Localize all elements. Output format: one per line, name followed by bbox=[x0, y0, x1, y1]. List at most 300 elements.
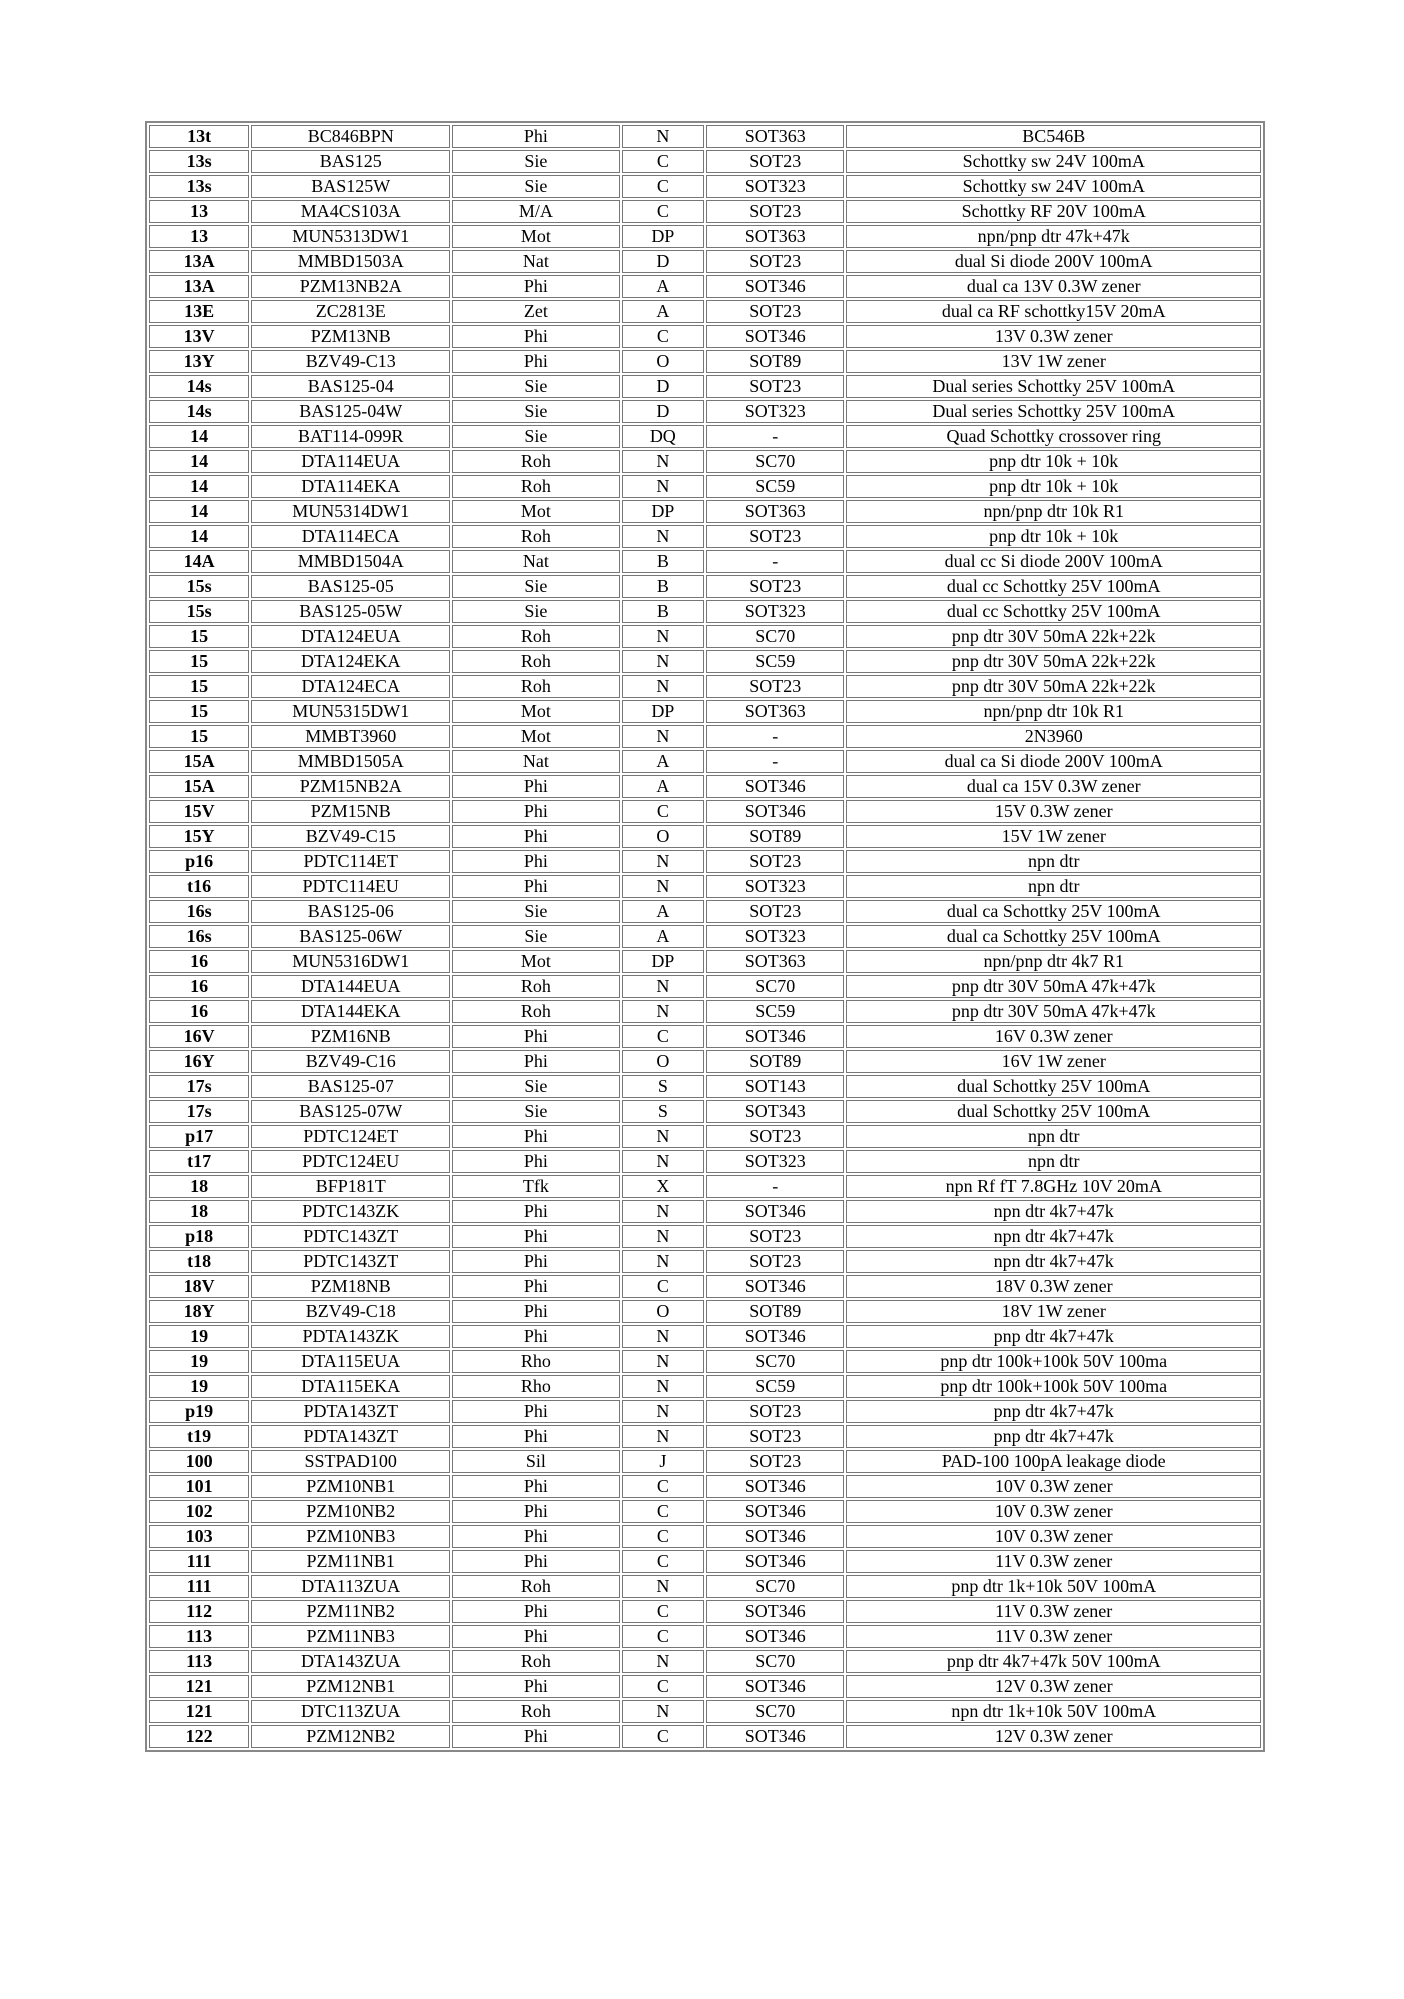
base-cell: N bbox=[622, 450, 704, 473]
table-row bbox=[149, 1600, 1261, 1623]
table-row bbox=[149, 625, 1261, 648]
description-cell: dual ca Schottky 25V 100mA bbox=[846, 925, 1261, 948]
smd-code-cell: 15s bbox=[149, 575, 249, 598]
package-cell: SOT23 bbox=[706, 1125, 845, 1148]
description-cell: dual Schottky 25V 100mA bbox=[846, 1100, 1261, 1123]
table-row bbox=[149, 1350, 1261, 1373]
manufacturer-cell: Phi bbox=[452, 1425, 620, 1448]
smd-code-cell: 112 bbox=[149, 1600, 249, 1623]
package-cell: - bbox=[706, 1175, 845, 1198]
part-number-cell: PDTA143ZT bbox=[251, 1425, 450, 1448]
smd-code-cell: 13s bbox=[149, 150, 249, 173]
package-cell: SOT23 bbox=[706, 1250, 845, 1273]
part-number-cell: DTA114EUA bbox=[251, 450, 450, 473]
manufacturer-cell: Phi bbox=[452, 350, 620, 373]
base-cell: N bbox=[622, 850, 704, 873]
base-cell: C bbox=[622, 1025, 704, 1048]
base-cell: N bbox=[622, 1150, 704, 1173]
part-number-cell: BAS125-04 bbox=[251, 375, 450, 398]
package-cell: SOT23 bbox=[706, 900, 845, 923]
base-cell: C bbox=[622, 1475, 704, 1498]
base-cell: N bbox=[622, 525, 704, 548]
smd-code-cell: p18 bbox=[149, 1225, 249, 1248]
part-number-cell: PDTC124ET bbox=[251, 1125, 450, 1148]
package-cell: SOT89 bbox=[706, 1300, 845, 1323]
table-row bbox=[149, 1175, 1261, 1198]
table-row bbox=[149, 950, 1261, 973]
smd-code-cell: 14 bbox=[149, 450, 249, 473]
table-row bbox=[149, 1150, 1261, 1173]
manufacturer-cell: Nat bbox=[452, 750, 620, 773]
table-row bbox=[149, 1300, 1261, 1323]
smd-code-cell: t17 bbox=[149, 1150, 249, 1173]
manufacturer-cell: Roh bbox=[452, 1700, 620, 1723]
table-row bbox=[149, 825, 1261, 848]
package-cell: SOT23 bbox=[706, 575, 845, 598]
smd-code-cell: 19 bbox=[149, 1325, 249, 1348]
package-cell: SOT323 bbox=[706, 175, 845, 198]
description-cell: pnp dtr 100k+100k 50V 100ma bbox=[846, 1350, 1261, 1373]
table-row bbox=[149, 475, 1261, 498]
manufacturer-cell: Phi bbox=[452, 1300, 620, 1323]
table-row bbox=[149, 1225, 1261, 1248]
manufacturer-cell: Sie bbox=[452, 150, 620, 173]
description-cell: 2N3960 bbox=[846, 725, 1261, 748]
description-cell: pnp dtr 4k7+47k bbox=[846, 1425, 1261, 1448]
smd-code-cell: 113 bbox=[149, 1650, 249, 1673]
part-number-cell: BAS125-05 bbox=[251, 575, 450, 598]
table-row bbox=[149, 675, 1261, 698]
manufacturer-cell: Phi bbox=[452, 1250, 620, 1273]
manufacturer-cell: Phi bbox=[452, 1025, 620, 1048]
base-cell: B bbox=[622, 575, 704, 598]
base-cell: O bbox=[622, 825, 704, 848]
table-row bbox=[149, 775, 1261, 798]
smd-code-cell: 13 bbox=[149, 200, 249, 223]
part-number-cell: PDTC114ET bbox=[251, 850, 450, 873]
package-cell: SOT346 bbox=[706, 1600, 845, 1623]
manufacturer-cell: Sie bbox=[452, 925, 620, 948]
base-cell: C bbox=[622, 1525, 704, 1548]
base-cell: N bbox=[622, 1575, 704, 1598]
base-cell: A bbox=[622, 775, 704, 798]
smd-code-cell: 16Y bbox=[149, 1050, 249, 1073]
package-cell: SOT23 bbox=[706, 375, 845, 398]
manufacturer-cell: Phi bbox=[452, 825, 620, 848]
base-cell: C bbox=[622, 1500, 704, 1523]
base-cell: C bbox=[622, 200, 704, 223]
base-cell: N bbox=[622, 675, 704, 698]
package-cell: SC59 bbox=[706, 650, 845, 673]
table-row bbox=[149, 550, 1261, 573]
smd-code-cell: 17s bbox=[149, 1075, 249, 1098]
table-row bbox=[149, 850, 1261, 873]
part-number-cell: DTA124EKA bbox=[251, 650, 450, 673]
table-row bbox=[149, 1550, 1261, 1573]
smd-code-cell: 16 bbox=[149, 1000, 249, 1023]
part-number-cell: DTA144EUA bbox=[251, 975, 450, 998]
description-cell: npn dtr bbox=[846, 1150, 1261, 1173]
package-cell: SOT346 bbox=[706, 1025, 845, 1048]
base-cell: A bbox=[622, 750, 704, 773]
table-body bbox=[149, 125, 1261, 1748]
base-cell: A bbox=[622, 925, 704, 948]
smd-code-cell: p19 bbox=[149, 1400, 249, 1423]
package-cell: SOT346 bbox=[706, 1625, 845, 1648]
package-cell: SOT23 bbox=[706, 525, 845, 548]
base-cell: DP bbox=[622, 700, 704, 723]
part-number-cell: DTA144EKA bbox=[251, 1000, 450, 1023]
smd-code-cell: 14 bbox=[149, 500, 249, 523]
manufacturer-cell: Phi bbox=[452, 1150, 620, 1173]
table-row bbox=[149, 1500, 1261, 1523]
manufacturer-cell: Sie bbox=[452, 1100, 620, 1123]
description-cell: Quad Schottky crossover ring bbox=[846, 425, 1261, 448]
table-row bbox=[149, 375, 1261, 398]
smd-code-cell: 13 bbox=[149, 225, 249, 248]
smd-code-cell: 13t bbox=[149, 125, 249, 148]
base-cell: N bbox=[622, 1350, 704, 1373]
base-cell: C bbox=[622, 1600, 704, 1623]
table-row bbox=[149, 225, 1261, 248]
part-number-cell: MUN5315DW1 bbox=[251, 700, 450, 723]
manufacturer-cell: Phi bbox=[452, 1525, 620, 1548]
table-row bbox=[149, 500, 1261, 523]
smd-code-cell: 15V bbox=[149, 800, 249, 823]
base-cell: N bbox=[622, 125, 704, 148]
description-cell: npn dtr bbox=[846, 1125, 1261, 1148]
description-cell: pnp dtr 10k + 10k bbox=[846, 450, 1261, 473]
base-cell: DP bbox=[622, 225, 704, 248]
base-cell: O bbox=[622, 1050, 704, 1073]
base-cell: N bbox=[622, 875, 704, 898]
table-row bbox=[149, 1050, 1261, 1073]
table-row bbox=[149, 200, 1261, 223]
part-number-cell: ZC2813E bbox=[251, 300, 450, 323]
package-cell: SC70 bbox=[706, 1350, 845, 1373]
part-number-cell: MUN5313DW1 bbox=[251, 225, 450, 248]
table-row bbox=[149, 925, 1261, 948]
package-cell: SOT89 bbox=[706, 350, 845, 373]
description-cell: dual ca Si diode 200V 100mA bbox=[846, 750, 1261, 773]
table-row bbox=[149, 1100, 1261, 1123]
part-number-cell: DTA114EKA bbox=[251, 475, 450, 498]
table-row bbox=[149, 600, 1261, 623]
table-row bbox=[149, 900, 1261, 923]
part-number-cell: PZM15NB bbox=[251, 800, 450, 823]
base-cell: N bbox=[622, 1250, 704, 1273]
part-number-cell: BAS125W bbox=[251, 175, 450, 198]
base-cell: C bbox=[622, 1275, 704, 1298]
base-cell: N bbox=[622, 1225, 704, 1248]
part-number-cell: DTA113ZUA bbox=[251, 1575, 450, 1598]
package-cell: SOT343 bbox=[706, 1100, 845, 1123]
package-cell: SOT346 bbox=[706, 325, 845, 348]
smd-code-cell: 14 bbox=[149, 475, 249, 498]
smd-code-cell: 14A bbox=[149, 550, 249, 573]
part-number-cell: DTA143ZUA bbox=[251, 1650, 450, 1673]
table-row bbox=[149, 250, 1261, 273]
manufacturer-cell: Phi bbox=[452, 1550, 620, 1573]
base-cell: X bbox=[622, 1175, 704, 1198]
part-number-cell: PDTC143ZT bbox=[251, 1225, 450, 1248]
table-row bbox=[149, 1125, 1261, 1148]
description-cell: pnp dtr 4k7+47k bbox=[846, 1400, 1261, 1423]
part-number-cell: PZM15NB2A bbox=[251, 775, 450, 798]
base-cell: DP bbox=[622, 950, 704, 973]
table-row bbox=[149, 1000, 1261, 1023]
part-number-cell: MMBD1504A bbox=[251, 550, 450, 573]
smd-code-cell: 15 bbox=[149, 725, 249, 748]
part-number-cell: BAS125 bbox=[251, 150, 450, 173]
description-cell: 12V 0.3W zener bbox=[846, 1725, 1261, 1748]
package-cell: SOT346 bbox=[706, 1200, 845, 1223]
table-row bbox=[149, 1575, 1261, 1598]
description-cell: pnp dtr 30V 50mA 22k+22k bbox=[846, 675, 1261, 698]
description-cell: npn dtr 4k7+47k bbox=[846, 1250, 1261, 1273]
package-cell: SOT323 bbox=[706, 925, 845, 948]
package-cell: SC70 bbox=[706, 450, 845, 473]
table-row bbox=[149, 1400, 1261, 1423]
smd-code-cell: 18 bbox=[149, 1200, 249, 1223]
package-cell: SC70 bbox=[706, 1575, 845, 1598]
table-row bbox=[149, 1700, 1261, 1723]
smd-code-table bbox=[145, 121, 1265, 1752]
description-cell: npn dtr 4k7+47k bbox=[846, 1225, 1261, 1248]
part-number-cell: PDTC114EU bbox=[251, 875, 450, 898]
manufacturer-cell: Sie bbox=[452, 600, 620, 623]
manufacturer-cell: Roh bbox=[452, 450, 620, 473]
description-cell: npn dtr 1k+10k 50V 100mA bbox=[846, 1700, 1261, 1723]
smd-code-cell: 18 bbox=[149, 1175, 249, 1198]
part-number-cell: PZM16NB bbox=[251, 1025, 450, 1048]
manufacturer-cell: Phi bbox=[452, 1600, 620, 1623]
part-number-cell: PZM11NB1 bbox=[251, 1550, 450, 1573]
manufacturer-cell: Phi bbox=[452, 1325, 620, 1348]
smd-code-cell: 16 bbox=[149, 975, 249, 998]
smd-code-cell: t16 bbox=[149, 875, 249, 898]
table-row bbox=[149, 1375, 1261, 1398]
manufacturer-cell: Tfk bbox=[452, 1175, 620, 1198]
smd-code-cell: 113 bbox=[149, 1625, 249, 1648]
base-cell: N bbox=[622, 1400, 704, 1423]
base-cell: A bbox=[622, 275, 704, 298]
smd-code-cell: 13E bbox=[149, 300, 249, 323]
description-cell: dual ca 15V 0.3W zener bbox=[846, 775, 1261, 798]
description-cell: npn dtr bbox=[846, 850, 1261, 873]
description-cell: Schottky sw 24V 100mA bbox=[846, 175, 1261, 198]
package-cell: SOT323 bbox=[706, 400, 845, 423]
part-number-cell: BAS125-06 bbox=[251, 900, 450, 923]
description-cell: PAD-100 100pA leakage diode bbox=[846, 1450, 1261, 1473]
table-row bbox=[149, 1025, 1261, 1048]
description-cell: 16V 1W zener bbox=[846, 1050, 1261, 1073]
base-cell: DP bbox=[622, 500, 704, 523]
base-cell: D bbox=[622, 400, 704, 423]
table-row bbox=[149, 1075, 1261, 1098]
smd-code-cell: p16 bbox=[149, 850, 249, 873]
description-cell: 13V 0.3W zener bbox=[846, 325, 1261, 348]
table-row bbox=[149, 1275, 1261, 1298]
base-cell: O bbox=[622, 1300, 704, 1323]
table-row bbox=[149, 1525, 1261, 1548]
manufacturer-cell: Phi bbox=[452, 850, 620, 873]
smd-code-cell: 14s bbox=[149, 375, 249, 398]
description-cell: dual ca Schottky 25V 100mA bbox=[846, 900, 1261, 923]
table-row bbox=[149, 1250, 1261, 1273]
table-row bbox=[149, 350, 1261, 373]
part-number-cell: DTA115EUA bbox=[251, 1350, 450, 1373]
description-cell: 12V 0.3W zener bbox=[846, 1675, 1261, 1698]
package-cell: SOT346 bbox=[706, 1725, 845, 1748]
description-cell: npn/pnp dtr 10k R1 bbox=[846, 700, 1261, 723]
smd-code-cell: 15A bbox=[149, 750, 249, 773]
manufacturer-cell: Phi bbox=[452, 1050, 620, 1073]
package-cell: SOT89 bbox=[706, 1050, 845, 1073]
package-cell: SOT346 bbox=[706, 775, 845, 798]
smd-code-cell: 121 bbox=[149, 1700, 249, 1723]
part-number-cell: BFP181T bbox=[251, 1175, 450, 1198]
smd-code-cell: 15 bbox=[149, 650, 249, 673]
manufacturer-cell: Roh bbox=[452, 975, 620, 998]
smd-code-cell: 111 bbox=[149, 1550, 249, 1573]
package-cell: SOT346 bbox=[706, 800, 845, 823]
manufacturer-cell: Roh bbox=[452, 1650, 620, 1673]
smd-code-cell: t18 bbox=[149, 1250, 249, 1273]
base-cell: N bbox=[622, 1200, 704, 1223]
package-cell: - bbox=[706, 750, 845, 773]
description-cell: pnp dtr 4k7+47k bbox=[846, 1325, 1261, 1348]
description-cell: dual ca RF schottky15V 20mA bbox=[846, 300, 1261, 323]
manufacturer-cell: Roh bbox=[452, 1575, 620, 1598]
package-cell: SOT363 bbox=[706, 500, 845, 523]
base-cell: C bbox=[622, 325, 704, 348]
part-number-cell: MA4CS103A bbox=[251, 200, 450, 223]
package-cell: SC70 bbox=[706, 625, 845, 648]
table-row bbox=[149, 1200, 1261, 1223]
manufacturer-cell: Phi bbox=[452, 1500, 620, 1523]
table-row bbox=[149, 525, 1261, 548]
description-cell: pnp dtr 100k+100k 50V 100ma bbox=[846, 1375, 1261, 1398]
package-cell: SOT23 bbox=[706, 675, 845, 698]
table-row bbox=[149, 325, 1261, 348]
part-number-cell: BAS125-05W bbox=[251, 600, 450, 623]
description-cell: npn Rf fT 7.8GHz 10V 20mA bbox=[846, 1175, 1261, 1198]
package-cell: SOT363 bbox=[706, 225, 845, 248]
part-number-cell: MMBD1505A bbox=[251, 750, 450, 773]
package-cell: SOT23 bbox=[706, 1400, 845, 1423]
part-number-cell: MMBD1503A bbox=[251, 250, 450, 273]
manufacturer-cell: Phi bbox=[452, 1200, 620, 1223]
manufacturer-cell: Rho bbox=[452, 1350, 620, 1373]
package-cell: SOT89 bbox=[706, 825, 845, 848]
description-cell: 11V 0.3W zener bbox=[846, 1600, 1261, 1623]
base-cell: C bbox=[622, 1550, 704, 1573]
package-cell: - bbox=[706, 725, 845, 748]
table-row bbox=[149, 400, 1261, 423]
package-cell: SOT346 bbox=[706, 1500, 845, 1523]
package-cell: SC70 bbox=[706, 1650, 845, 1673]
manufacturer-cell: Nat bbox=[452, 250, 620, 273]
manufacturer-cell: Sie bbox=[452, 375, 620, 398]
part-number-cell: BAS125-04W bbox=[251, 400, 450, 423]
description-cell: 10V 0.3W zener bbox=[846, 1525, 1261, 1548]
smd-code-cell: 101 bbox=[149, 1475, 249, 1498]
part-number-cell: MMBT3960 bbox=[251, 725, 450, 748]
table-row bbox=[149, 725, 1261, 748]
part-number-cell: DTA115EKA bbox=[251, 1375, 450, 1398]
package-cell: SOT323 bbox=[706, 600, 845, 623]
part-number-cell: PZM10NB2 bbox=[251, 1500, 450, 1523]
base-cell: S bbox=[622, 1100, 704, 1123]
base-cell: C bbox=[622, 150, 704, 173]
smd-code-cell: 16V bbox=[149, 1025, 249, 1048]
description-cell: npn dtr bbox=[846, 875, 1261, 898]
manufacturer-cell: Phi bbox=[452, 775, 620, 798]
description-cell: Dual series Schottky 25V 100mA bbox=[846, 400, 1261, 423]
manufacturer-cell: Phi bbox=[452, 1625, 620, 1648]
manufacturer-cell: Roh bbox=[452, 675, 620, 698]
manufacturer-cell: Phi bbox=[452, 1400, 620, 1423]
description-cell: dual cc Schottky 25V 100mA bbox=[846, 575, 1261, 598]
table-row bbox=[149, 125, 1261, 148]
manufacturer-cell: Phi bbox=[452, 800, 620, 823]
manufacturer-cell: Zet bbox=[452, 300, 620, 323]
base-cell: N bbox=[622, 975, 704, 998]
package-cell: SOT346 bbox=[706, 1275, 845, 1298]
base-cell: C bbox=[622, 800, 704, 823]
manufacturer-cell: Phi bbox=[452, 125, 620, 148]
manufacturer-cell: Roh bbox=[452, 525, 620, 548]
base-cell: A bbox=[622, 300, 704, 323]
smd-code-cell: 19 bbox=[149, 1375, 249, 1398]
base-cell: O bbox=[622, 350, 704, 373]
package-cell: SC70 bbox=[706, 1700, 845, 1723]
smd-code-cell: 13Y bbox=[149, 350, 249, 373]
part-number-cell: PZM13NB bbox=[251, 325, 450, 348]
table-row bbox=[149, 800, 1261, 823]
manufacturer-cell: Nat bbox=[452, 550, 620, 573]
manufacturer-cell: Roh bbox=[452, 625, 620, 648]
table-row bbox=[149, 175, 1261, 198]
table-row bbox=[149, 1625, 1261, 1648]
part-number-cell: PDTC124EU bbox=[251, 1150, 450, 1173]
base-cell: N bbox=[622, 1700, 704, 1723]
description-cell: pnp dtr 10k + 10k bbox=[846, 525, 1261, 548]
package-cell: SOT23 bbox=[706, 1450, 845, 1473]
manufacturer-cell: Mot bbox=[452, 500, 620, 523]
description-cell: pnp dtr 10k + 10k bbox=[846, 475, 1261, 498]
table-row bbox=[149, 700, 1261, 723]
base-cell: N bbox=[622, 1425, 704, 1448]
package-cell: SOT23 bbox=[706, 200, 845, 223]
package-cell: SOT346 bbox=[706, 1525, 845, 1548]
package-cell: SOT23 bbox=[706, 1425, 845, 1448]
smd-code-cell: 18V bbox=[149, 1275, 249, 1298]
table-row bbox=[149, 1650, 1261, 1673]
base-cell: N bbox=[622, 1000, 704, 1023]
smd-code-cell: 103 bbox=[149, 1525, 249, 1548]
smd-code-cell: 15Y bbox=[149, 825, 249, 848]
manufacturer-cell: Phi bbox=[452, 1675, 620, 1698]
base-cell: N bbox=[622, 725, 704, 748]
base-cell: N bbox=[622, 625, 704, 648]
smd-code-cell: 15s bbox=[149, 600, 249, 623]
table-row bbox=[149, 450, 1261, 473]
description-cell: 13V 1W zener bbox=[846, 350, 1261, 373]
part-number-cell: BZV49-C13 bbox=[251, 350, 450, 373]
table-row bbox=[149, 750, 1261, 773]
